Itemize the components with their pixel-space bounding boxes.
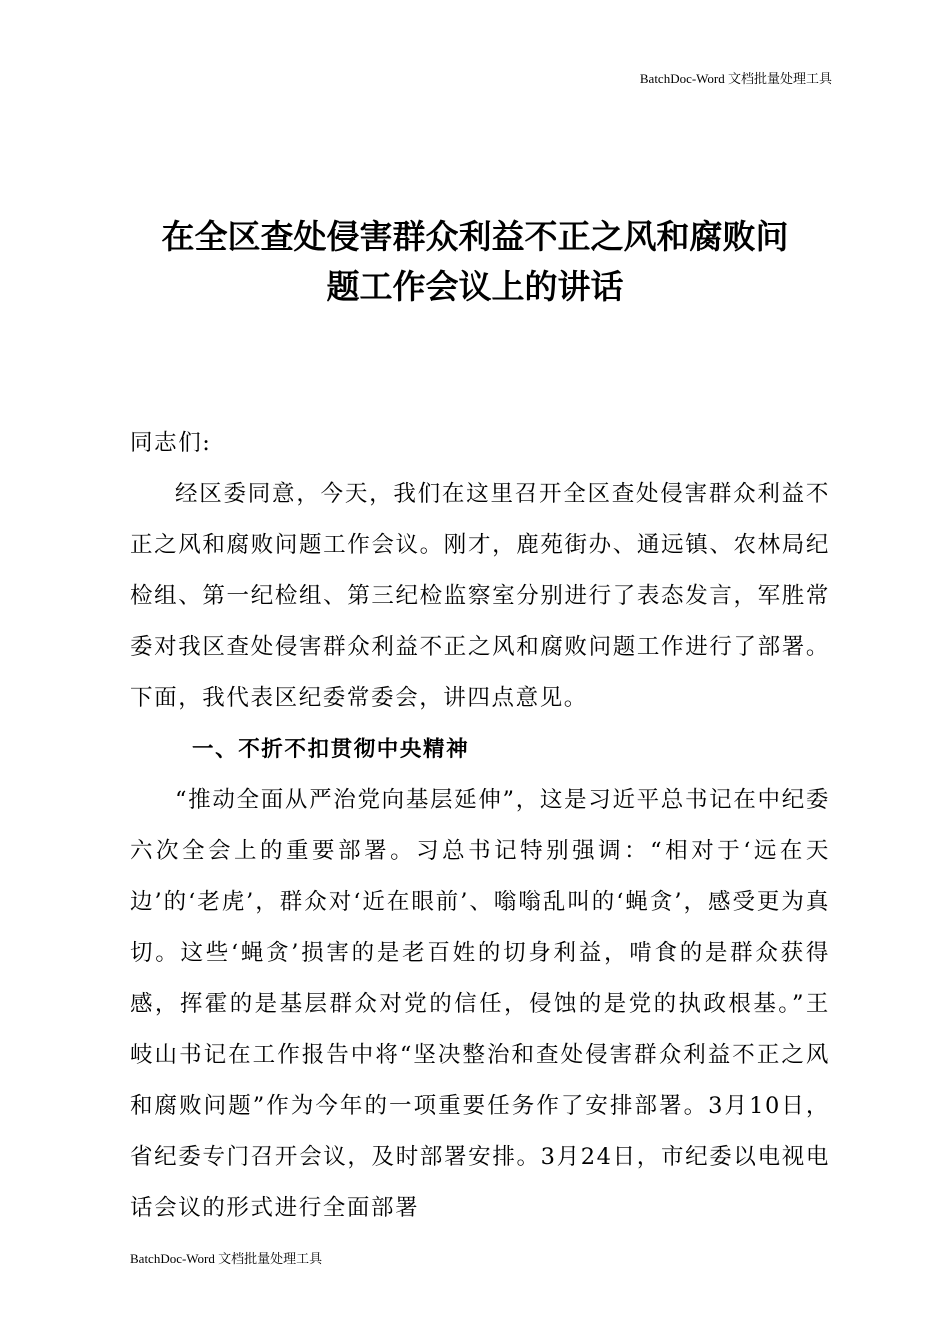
paragraph-1: 经区委同意，今天，我们在这里召开全区查处侵害群众利益不正之风和腐败问题工作会议。刚才，鹿苑街办、通远镇、农林局纪检组、第一纪检组、第三纪检监察室分别进行了表态发言，军胜常委对我区查处侵害群众利益不正之风和腐败问题工作进行了部署。下面，我代表区纪委常委会，讲四点意见。 (130, 481, 830, 711)
document-title (120, 212, 830, 312)
title-line-1: 在全区查处侵害群众利益不正之风和腐败问 (161, 217, 789, 256)
paragraph-2: “推动全面从严治党向基层延伸”，这是习近平总书记在中纪委六次全会上的重要部署。习总书记特别强调：“相对于‘远在天边’的‘老虎’，群众对‘近在眼前’、嗡嗡乱叫的‘蝇贪’，感受更为真切。这些‘蝇贪’损害的是老百姓的切身利益，啃食的是群众获得感，挥霍的是基层群众对党的信任，侵蚀的是党的执政根基。”王岐山书记在工作报告中将“坚决整治和查处侵害群众利益不正之风和腐败问题”作为今年的一项重要任务作了安排部署。3月10日，省纪委专门召开会议，及时部署安排。3月24日，市纪委以电视电话会议的形式进行全面部署 (130, 787, 830, 1221)
page-footer-note: BatchDoc-Word 文档批量处理工具 (130, 1251, 323, 1266)
page-header-note: BatchDoc-Word 文档批量处理工具 (639, 71, 832, 86)
section-heading-1: 一、不折不扣贯彻中央精神 (192, 737, 470, 762)
salutation: 同志们: (130, 430, 212, 456)
title-line-2: 题工作会议上的讲话 (326, 267, 624, 306)
document-body (130, 418, 830, 1234)
